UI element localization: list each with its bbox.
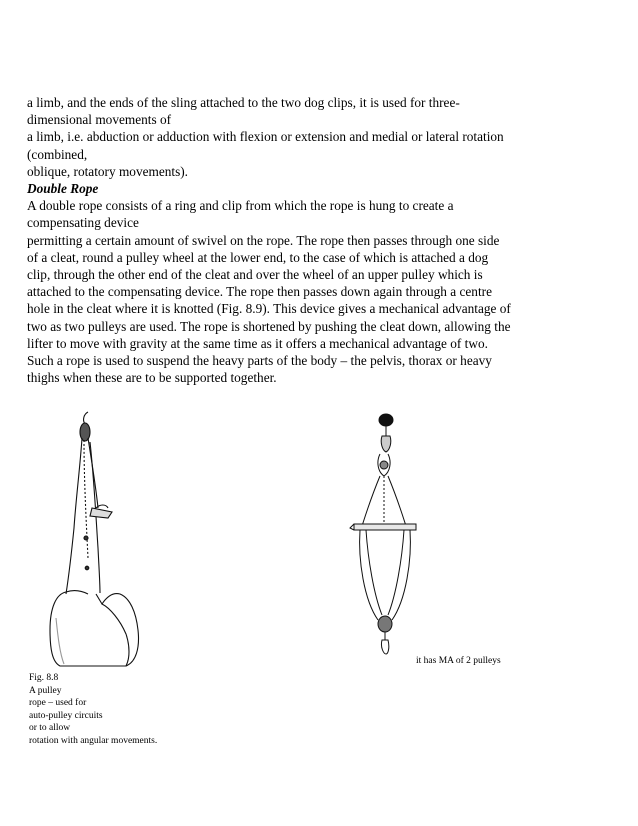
- figure-caption-right: it has MA of 2 pulleys: [416, 656, 501, 666]
- double-rope-illustration: [340, 410, 440, 660]
- paragraph-line: a limb, and the ends of the sling attached to the two dog clips, it is used for three-: [27, 95, 460, 110]
- paragraph-line: (combined,: [27, 146, 88, 162]
- body-line: A double rope consists of a ring and clip from which the rope is hung to create a: [27, 198, 454, 214]
- paragraph-line: oblique, rotatory movements).: [27, 163, 189, 179]
- body-line: lifter to move with gravity at the same time as it offers a mechanical advantage of two.: [27, 335, 488, 351]
- body-line: thighs when these are to be supported together.: [27, 370, 277, 386]
- main-text: [27, 94, 607, 386]
- body-line: two as two pulleys are used. The rope is shortened by pushing the cleat down, allowing the: [27, 318, 511, 334]
- body-line: compensating device: [27, 215, 139, 231]
- caption-line: Fig. 8.8: [29, 673, 59, 683]
- caption-line: or to allow: [29, 723, 71, 734]
- caption-line: auto-pulley circuits: [29, 710, 103, 721]
- paragraph-line: a limb, i.e. abduction or adduction with flexion or extension and medial or lateral rotation: [27, 129, 504, 145]
- body-line: attached to the compensating device. The rope then passes down again through a centre: [27, 284, 492, 300]
- caption-line: rotation with angular movements.: [29, 735, 158, 746]
- body-line: hole in the cleat where it is knotted (Fig. 8.9). This device gives a mechanical advantage of: [27, 301, 511, 317]
- caption-line: A pulley: [29, 685, 62, 696]
- figure-caption-left: [29, 672, 157, 748]
- section-heading: Double Rope: [27, 181, 99, 197]
- body-line: of a cleat, round a pulley wheel at the lower end, to the case of which is attached a dog: [27, 249, 489, 265]
- body-line: Such a rope is used to suspend the heavy parts of the body – the pelvis, thorax or heavy: [27, 353, 492, 369]
- paragraph-line: dimensional movements of: [27, 112, 172, 128]
- body-line: permitting a certain amount of swivel on the rope. The rope then passes through one side: [27, 232, 500, 248]
- caption-line: rope – used for: [29, 698, 87, 709]
- body-line: clip, through the other end of the cleat and over the wheel of an upper pulley which is: [27, 267, 483, 283]
- pulley-rope-illustration: [36, 408, 186, 670]
